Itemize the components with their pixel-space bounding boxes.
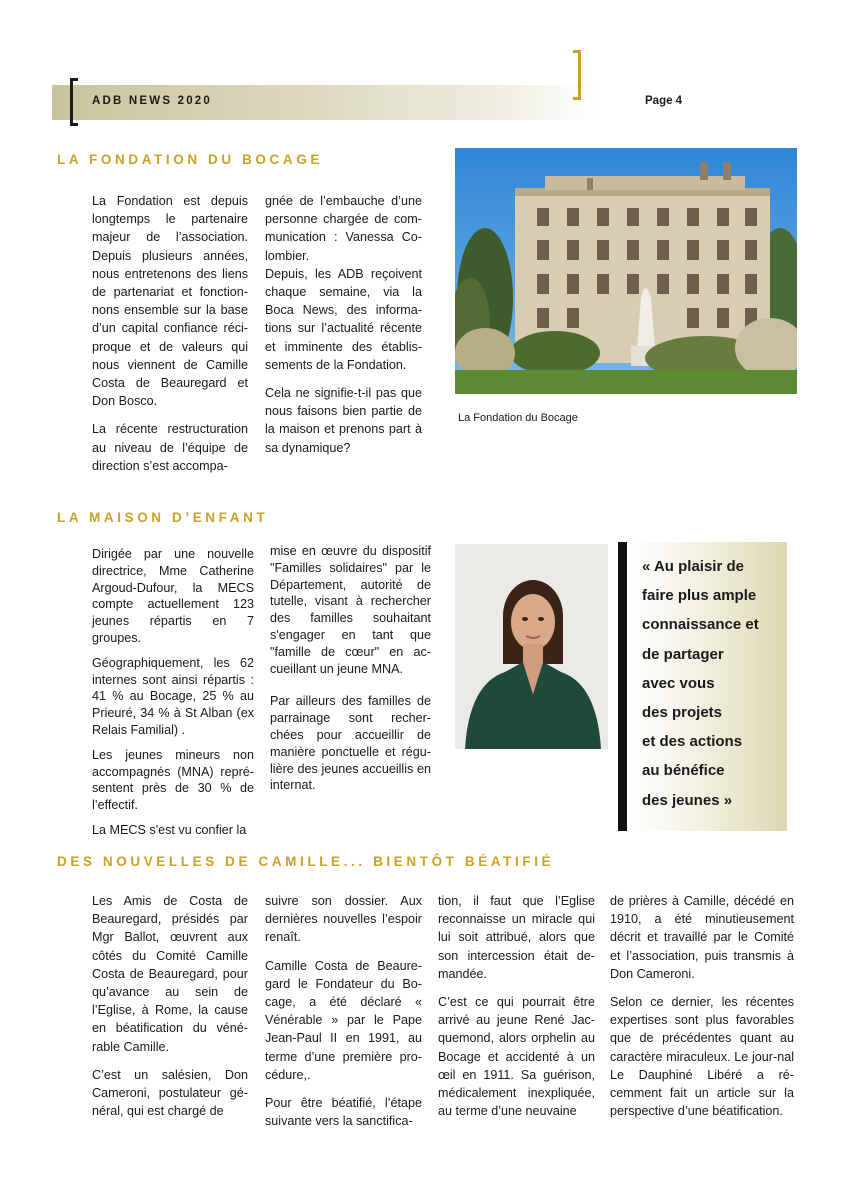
paragraph: C’est ce qui pourrait être arrivé au jeune René Jac-quemond, alors orphelin au Bocage et accidenté à un œil en 1911. Sa guérison, médicalement inexpliquée, au terme d’une neuvaine — [438, 995, 595, 1119]
paragraph: C’est un salésien, Don Cameroni, postulateur gé-néral, qui est chargé de — [92, 1067, 248, 1119]
quote-line: « Au plaisir de — [642, 558, 744, 575]
paragraph: La MECS s'est vu confier la — [92, 822, 247, 837]
maison-column-2 — [270, 543, 431, 804]
paragraph: de prières à Camille, décédé en 1910, a été minutieusement décrit et travaillé par le Comité et l’association, puis transmis à Don Cameroni. — [610, 894, 794, 981]
paragraph: La récente restructuration au niveau de l’équipe de direction s’est accompa- — [92, 422, 248, 473]
photo-caption: La Fondation du Bocage — [458, 412, 578, 424]
paragraph: gnée de l’embauche d’une personne chargée de com-munication : Vanessa Co-lombier. — [265, 194, 422, 263]
paragraph: Les jeunes mineurs non accompagnés (MNA) repré-sentent près de 30 % de l’effectif. — [92, 747, 254, 813]
paragraph: La Fondation est depuis longtemps le partenaire majeur de l’association. Depuis plusieurs années, nous entretenons des liens de partenariat et fonction-nons ensemble sur la base d’un capital confiance réci-proque et de valeurs qui nous viennent de Camille Costa de Beauregard et Don Bosco. — [92, 194, 248, 409]
quote-line: et des actions — [642, 733, 743, 751]
paragraph: Géographiquement, les 62 internes sont ainsi répartis : 41 % au Bocage, 25 % au Prieuré, 34 % à St Alban (ex Relais Familial) . — [92, 655, 254, 737]
paragraph: Pour être béatifié, l’étape suivante vers la sanctifica- — [265, 1096, 422, 1129]
camille-column-2 — [265, 892, 422, 1140]
camille-column-4 — [610, 892, 794, 1130]
pull-quote — [642, 552, 782, 815]
quote-line: de partager — [642, 645, 724, 663]
fondation-building-photo — [455, 148, 797, 394]
right-bracket-decoration — [573, 50, 581, 100]
section-title-fondation: LA FONDATION DU BOCAGE — [57, 152, 323, 167]
camille-column-1 — [92, 892, 248, 1130]
quote-line: connaissance et — [642, 616, 759, 634]
paragraph: Cela ne signifie-t-il pas que nous faisons bien partie de la maison et prenons part à sa dynamique? — [265, 386, 422, 455]
camille-column-3 — [438, 892, 595, 1130]
quote-line: faire plus ample — [642, 587, 757, 605]
paragraph: Dirigée par une nouvelle directrice, Mme Catherine Argoud-Dufour, la MECS compte actuellement 123 jeunes répartis en 7 groupes. — [92, 547, 254, 645]
paragraph: Les Amis de Costa de Beauregard, présidés par Mgr Ballot, œuvrent aux côtés du Comité Camille Costa de Beauregard, pour qu’avance au sein de l’Eglise, à Rome, la cause en béatification du véné-rable Camille. — [92, 894, 248, 1054]
quote-bar — [618, 542, 627, 831]
fondation-column-2 — [265, 192, 422, 467]
paragraph: tion, il faut que l’Eglise reconnaisse un miracle qui lui soit attribué, alors que son intercession était de-mandée. — [438, 894, 595, 981]
quote-line: des jeunes » — [642, 791, 733, 809]
section-title-maison: LA MAISON D’ENFANT — [57, 510, 269, 525]
section-title-camille: DES NOUVELLES DE CAMILLE... BIENTÔT BÉATIFIÉ — [57, 854, 555, 869]
paragraph: suivre son dossier. Aux dernières nouvelles l’espoir renaît. — [265, 894, 422, 945]
quote-line: avec vous — [642, 674, 715, 692]
paragraph: Selon ce dernier, les récentes expertises sont plus favorables que de précédentes quant au caractère miraculeux. Le jour-nal Le Dauphiné Libéré a ré-cemment fait un article sur la perspective d’une béatification. — [610, 995, 794, 1119]
paragraph: mise en œuvre du dispositif "Familles solidaires" par le Département, autorité de tutelle, visant à rechercher des familles souhaitant s'engager en tant que "famille de cœur" en ac-cueillant un jeune MNA. — [270, 544, 431, 676]
left-bracket-decoration — [70, 78, 78, 126]
paragraph: Par ailleurs des familles de parrainage sont recher-chées pour accueillir de manière ponctuelle et régu-lière des jeunes accueillis en internat. — [270, 694, 431, 793]
paragraph: Camille Costa de Beaure-gard le Fondateur du Bo-cage, a été déclaré « Vénérable » par le Pape Jean-Paul II en 1991, au terme d’une première pro-cédure,. — [265, 958, 422, 1082]
quote-line: au bénéfice — [642, 762, 725, 780]
newsletter-title: ADB NEWS 2020 — [92, 95, 212, 107]
page-number: Page 4 — [645, 95, 683, 107]
director-portrait-photo — [455, 544, 608, 749]
quote-line: des projets — [642, 704, 723, 722]
paragraph: Depuis, les ADB reçoivent chaque semaine, via la Boca News, des informa-tions sur l’actualité récente et imminente des établis-sements de la Fondation. — [265, 266, 422, 372]
fondation-column-1 — [92, 192, 248, 485]
maison-column-1 — [92, 546, 254, 849]
